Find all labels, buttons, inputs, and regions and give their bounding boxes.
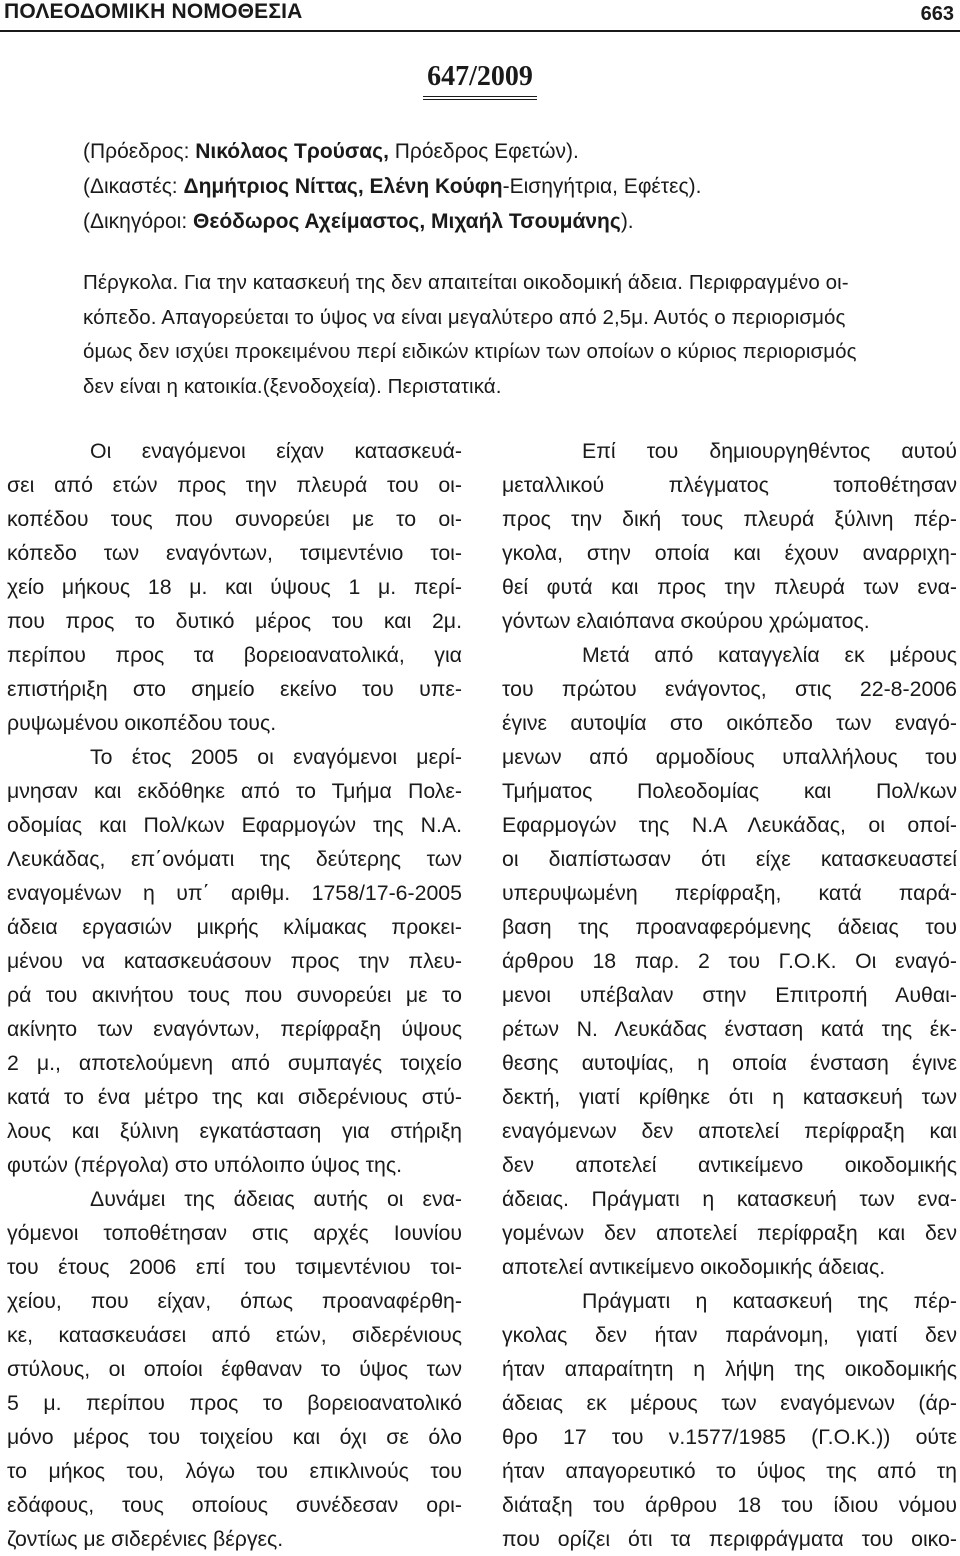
body-text-line: κόπεδο των εναγόντων, τσιμεντένιο τοι- xyxy=(7,541,462,565)
body-text-line: Δυνάμει της άδειας αυτής οι ενα- xyxy=(90,1187,462,1211)
body-column-right xyxy=(502,434,957,1556)
judges-names: Δημήτριος Νίττας, Ελένη Κούφη xyxy=(183,175,503,198)
body-text-line: Τμήματος Πολεοδομίας και Πολ/κων xyxy=(502,779,957,803)
body-text-line: Το έτος 2005 οι εναγόμενοι μερί- xyxy=(90,745,462,769)
body-text-line: που ορίζει ότι τα περιφράγματα του οικο- xyxy=(502,1527,957,1551)
summary-line: όμως δεν ισχύει προκειμένου περί ειδικών κτιρίων των οποίων ο κύριος περιορισμός xyxy=(83,340,857,363)
body-text-line: έγινε αυτοψία στο οικόπεδο των εναγό- xyxy=(502,711,957,735)
body-text-line: χείου, που είχαν, όπως προαναφέρθη- xyxy=(7,1289,462,1313)
body-text-line: μόνο μέρος του τοιχείου και όχι σε όλο xyxy=(7,1425,462,1449)
body-text-line: ήταν απαγορευτικό το ύψος της από τη xyxy=(502,1459,957,1483)
body-text-line: Πράγματι η κατασκευή της πέρ- xyxy=(582,1289,957,1313)
body-text-line: Μετά από καταγγελία εκ μέρους xyxy=(582,643,957,667)
body-text-line: ρέτων Ν. Λευκάδας ένσταση κατά της έκ- xyxy=(502,1017,957,1041)
body-text-line: μενοι υπέβαλαν στην Επιτροπή Αυθαι- xyxy=(502,983,957,1007)
body-text-line: που προς το δυτικό μέρος του και 2μ. xyxy=(7,609,462,633)
body-text-line: το μήκος του, λόγω του επικλινούς του xyxy=(7,1459,462,1483)
court-lawyers-line: (Δικηγόροι: Θεόδωρος Αχείμαστος, Μιχαήλ Τσουμάνης). xyxy=(83,210,634,233)
body-text-line: Επί του δημιουργηθέντος αυτού xyxy=(582,439,957,463)
body-text-line: Λευκάδας, επ΄ονόματι της δεύτερης των xyxy=(7,847,462,871)
summary-line: Πέργκολα. Για την κατασκευή της δεν απαιτείται οικοδομική άδεια. Περιφραγμένο οι- xyxy=(83,271,849,294)
body-text-line: ρά του ακινήτου τους που συνορεύει με το xyxy=(7,983,462,1007)
body-text-line: άρθρου 18 παρ. 2 του Γ.Ο.Κ. Οι εναγό- xyxy=(502,949,957,973)
body-text-line: άδειας. Πράγματι η κατασκευή των ενα- xyxy=(502,1187,957,1211)
body-text-line: μενων από αρμοδίους υπαλλήλους του xyxy=(502,745,957,769)
body-text-line: 5 μ. περίπου προς το βορειοανατολικό xyxy=(7,1391,462,1415)
body-text-line: γομένων δεν αποτελεί περίφραξη και δεν xyxy=(502,1221,957,1245)
running-header xyxy=(0,0,960,32)
body-text-line: ρυψωμένου οικοπέδου τους. xyxy=(7,711,277,735)
body-text-line: του έτους 2006 επί του τσιμεντένιου τοι- xyxy=(7,1255,462,1279)
section-title: ΠΟΛΕΟΔΟΜΙΚΗ ΝΟΜΟΘΕΣΙΑ xyxy=(4,0,303,23)
body-text-line: γόντων ελαιόπανα σκούρου χρώματος. xyxy=(502,609,870,633)
body-text-line: Οι εναγόμενοι είχαν κατασκευά- xyxy=(90,439,462,463)
page-number: 663 xyxy=(920,3,954,25)
summary-line: κόπεδο. Απαγορεύεται το ύψος να είναι μεγαλύτερο από 2,5μ. Αυτός ο περιορισμός xyxy=(83,305,846,329)
body-text-line: μένου να κατασκευάσουν προς την πλευ- xyxy=(7,949,462,973)
body-text-line: 2 μ., αποτελούμενη από συμπαγές τοιχείο xyxy=(7,1051,462,1075)
body-column-left xyxy=(7,434,462,1556)
body-text-line: λους και ξύλινη εγκατάσταση για στήριξη xyxy=(7,1119,462,1143)
body-text-line: ακίνητο των εναγόντων, περίφραξη ύψους xyxy=(7,1017,462,1041)
body-text-line: γκολα, στην οποία και έχουν αναρριχη- xyxy=(502,541,957,565)
body-text-line: στύλους, οι οποίοι έφθαναν το ύψος των xyxy=(7,1357,462,1381)
body-text-line: δεν αποτελεί αντικείμενο οικοδομικής xyxy=(502,1153,957,1177)
body-text-line: περίπου προς τα βορειοανατολικά, για xyxy=(7,643,462,667)
body-text-line: βαση της προαναφερόμενης άδειας του xyxy=(502,915,957,939)
court-president-line: (Πρόεδρος: Νικόλαος Τρούσας, Πρόεδρος Εφετών). xyxy=(83,140,579,163)
body-text-line: του πρώτου ενάγοντος, στις 22-8-2006 xyxy=(502,677,957,701)
body-text-line: διάταξη του άρθρου 18 του ίδιου νόμου xyxy=(502,1493,957,1517)
body-text-line: εδάφους, τους οποίους συνέδεσαν ορι- xyxy=(7,1493,462,1517)
president-name: Νικόλαος Τρούσας, xyxy=(195,140,389,163)
body-text-line: προς την δική τους πλευρά ξύλινη πέρ- xyxy=(502,507,957,531)
body-text-line: γόμενοι τοποθέτησαν στις αρχές Ιουνίου xyxy=(7,1221,462,1245)
court-composition xyxy=(83,134,953,239)
body-text-line: εναγομένων η υπ΄ αριθμ. 1758/17-6-2005 xyxy=(7,881,462,905)
decision-number: 647/2009 xyxy=(423,60,537,100)
body-text-line: οδομίας και Πολ/κων Εφαρμογών της Ν.Α. xyxy=(7,813,462,837)
body-text-line: κε, κατασκευάσει από ετών, σιδερένιους xyxy=(7,1323,462,1347)
body-text-line: άδεια εργασιών μικρής κλίμακας προκει- xyxy=(7,915,462,939)
body-text-line: οι διαπίστωσαν ότι είχε κατασκευαστεί xyxy=(502,847,957,871)
body-text-line: θεσης αυτοψίας, η οποία ένσταση έγινε xyxy=(502,1051,957,1075)
body-text-line: φυτών (πέργολα) στο υπόλοιπο ύψος της. xyxy=(7,1153,403,1177)
summary-line: δεν είναι η κατοικία.(ξενοδοχεία). Περιστατικά. xyxy=(83,374,502,398)
body-text-line: κοπέδου τους που συνορεύει με το οι- xyxy=(7,507,462,531)
body-text-line: Εφαρμογών της Ν.Α Λευκάδας, οι οποί- xyxy=(502,813,957,837)
body-text-line: χείο μήκους 18 μ. και ύψους 1 μ. περί- xyxy=(7,575,462,599)
body-text-line: θεί φυτά και προς την πλευρά των ενα- xyxy=(502,575,957,599)
body-text-line: σει από ετών προς την πλευρά του οι- xyxy=(7,473,462,497)
body-text-line: θρο 17 του ν.1577/1985 (Γ.Ο.Κ.)) ούτε xyxy=(502,1425,957,1449)
body-text-line: αποτελεί αντικείμενο οικοδομικής άδειας. xyxy=(502,1255,886,1279)
body-text-line: γκολας δεν ήταν παράνομη, γιατί δεν xyxy=(502,1323,957,1347)
body-text-line: υπερυψωμένη περίφραξη, κατά παρά- xyxy=(502,881,957,905)
lawyers-names: Θεόδωρος Αχείμαστος, Μιχαήλ Τσουμάνης xyxy=(193,210,621,233)
body-text-line: μεταλλικού πλέγματος τοποθέτησαν xyxy=(502,473,957,497)
body-text-line: εναγόμενων δεν αποτελεί περίφραξη και xyxy=(502,1119,957,1143)
body-text-line: δεκτή, γιατί κρίθηκε ότι η κατασκευή των xyxy=(502,1085,957,1109)
body-text-line: ήταν απαραίτητη η λήψη της οικοδομικής xyxy=(502,1357,957,1381)
body-text-line: ζοντίως με σιδερένιες βέργες. xyxy=(7,1527,284,1551)
body-text-line: επιστήριξη στο σημείο εκείνο του υπε- xyxy=(7,677,462,701)
court-judges-line: (Δικαστές: Δημήτριος Νίττας, Ελένη Κούφη-Εισηγήτρια, Εφέτες). xyxy=(83,175,702,198)
body-text-line: κατά το ένα μέτρο της και σιδερένιους στύ- xyxy=(7,1085,462,1109)
decision-number-heading xyxy=(0,60,960,100)
body-text-line: άδειας εκ μέρους των εναγόμενων (άρ- xyxy=(502,1391,957,1415)
case-summary xyxy=(83,266,953,404)
body-text-line: μνησαν και εκδόθηκε από το Τμήμα Πολε- xyxy=(7,779,462,803)
